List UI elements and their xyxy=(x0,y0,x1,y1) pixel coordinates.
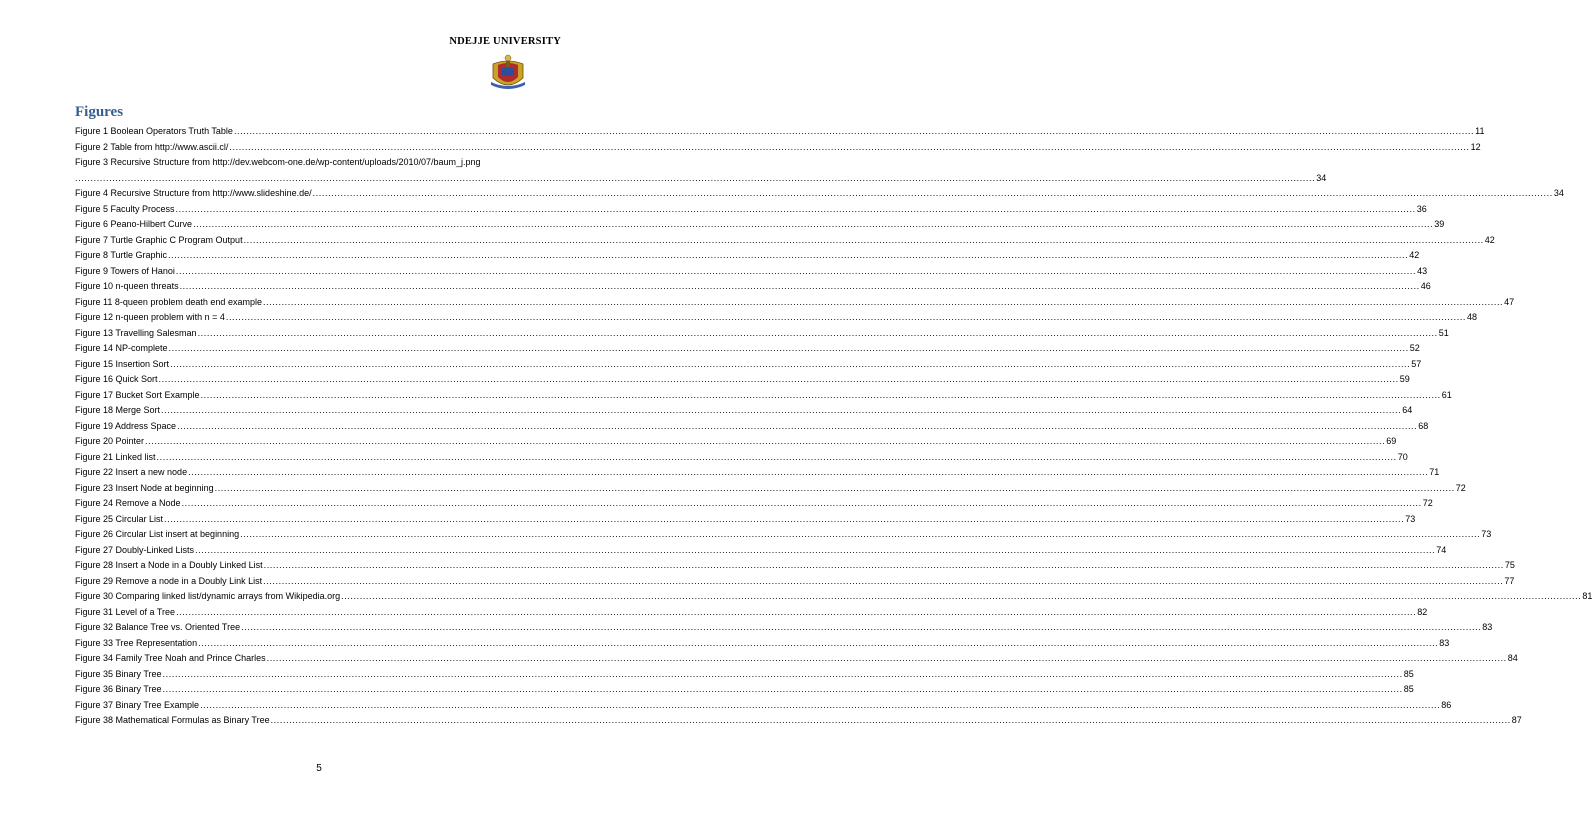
toc-entry-page: 59 xyxy=(1399,374,1410,384)
toc-entry[interactable] xyxy=(75,217,1445,233)
toc-dot-leader: ................................................................................................................................................................................................................................................................................................................................................................................................................ xyxy=(262,296,1504,307)
toc-dot-leader: ................................................................................................................................................................................................................................................................................................................................................................................................................ xyxy=(161,405,1402,415)
toc-entry-label: Figure 15 Insertion Sort xyxy=(75,358,170,369)
toc-entry-label: Figure 20 Pointer xyxy=(75,436,145,446)
toc-dot-leader: ................................................................................................................................................................................................................................................................................................................................................................................................................ xyxy=(243,234,1484,245)
toc-dot-leader: ................................................................................................................................................................................................................................................................................................................................................................................................................ xyxy=(175,265,1417,276)
toc-entry-label: Figure 5 Faculty Process xyxy=(75,203,175,214)
toc-entry-label: Figure 13 Travelling Salesman xyxy=(75,327,197,338)
toc-entry-label: Figure 6 Peano-Hilbert Curve xyxy=(75,219,193,229)
toc-entry[interactable] xyxy=(75,698,1452,714)
toc-entry[interactable] xyxy=(75,233,1495,249)
toc-entry[interactable] xyxy=(75,248,1420,264)
toc-entry-page: 72 xyxy=(1455,482,1466,493)
toc-entry-page: 36 xyxy=(1416,203,1427,214)
toc-entry-page: 82 xyxy=(1417,606,1428,617)
figures-heading: Figures xyxy=(75,104,124,120)
toc-entry[interactable] xyxy=(75,481,1466,497)
toc-dot-leader: ................................................................................................................................................................................................................................................................................................................................................................................................................ xyxy=(193,219,1434,229)
university-name: NDEJJE UNIVERSITY xyxy=(449,36,561,47)
toc-entry[interactable] xyxy=(75,124,1485,140)
toc-entry-page: 34 xyxy=(1316,172,1327,183)
toc-dot-leader: ................................................................................................................................................................................................................................................................................................................................................................................................................ xyxy=(145,436,1386,446)
toc-entry[interactable] xyxy=(75,419,1429,435)
toc-dot-leader: ................................................................................................................................................................................................................................................................................................................................................................................................................ xyxy=(266,653,1507,663)
toc-entry-label: Figure 1 Boolean Operators Truth Table xyxy=(75,126,233,136)
toc-dot-leader: ................................................................................................................................................................................................................................................................................................................................................................................................................ xyxy=(263,575,1504,586)
toc-entry-label: Figure 4 Recursive Structure from http://www.slideshine.de/ xyxy=(75,188,312,198)
toc-entry[interactable] xyxy=(75,357,1422,373)
toc-entry-label: Figure 3 Recursive Structure from http://dev.webcom-one.de/wp-content/uploads/2010/07/baum_j.png xyxy=(75,157,481,167)
toc-dot-leader: ................................................................................................................................................................................................................................................................................................................................................................................................................ xyxy=(200,699,1441,710)
toc-entry-page: 73 xyxy=(1481,529,1492,539)
toc-dot-leader: ................................................................................................................................................................................................................................................................................................................................................................................................................ xyxy=(156,451,1397,462)
toc-entry-page: 42 xyxy=(1409,250,1420,260)
toc-entry[interactable] xyxy=(75,543,1447,559)
toc-entry-page: 42 xyxy=(1484,234,1495,245)
university-crest-icon xyxy=(489,52,527,92)
toc-entry-page: 64 xyxy=(1402,405,1413,415)
toc-entry-label: Figure 12 n-queen problem with n = 4 xyxy=(75,312,225,322)
toc-entry-page: 73 xyxy=(1405,513,1416,524)
toc-entry-page: 11 xyxy=(1475,126,1485,136)
toc-entry[interactable] xyxy=(75,713,1522,729)
toc-entry[interactable] xyxy=(75,186,1564,202)
toc-entry-label: Figure 24 Remove a Node xyxy=(75,498,181,508)
toc-entry-label: Figure 38 Mathematical Formulas as Binary Tree xyxy=(75,715,270,725)
toc-entry[interactable] xyxy=(75,140,1481,156)
toc-entry-page: 61 xyxy=(1441,389,1452,400)
toc-dot-leader: ................................................................................................................................................................................................................................................................................................................................................................................................................ xyxy=(168,250,1409,260)
toc-entry-label: Figure 36 Binary Tree xyxy=(75,684,162,694)
toc-entry-page: 39 xyxy=(1434,219,1445,229)
toc-entry-page: 34 xyxy=(1553,188,1564,198)
toc-dot-leader: ................................................................................................................................................................................................................................................................................................................................................................................................................ xyxy=(181,498,1422,508)
toc-entry[interactable] xyxy=(75,310,1478,326)
toc-entry[interactable] xyxy=(75,667,1414,683)
toc-entry-label: Figure 10 n-queen threats xyxy=(75,281,179,291)
toc-entry[interactable] xyxy=(75,651,1518,667)
toc-entry-page: 83 xyxy=(1482,622,1493,632)
toc-dot-leader: ................................................................................................................................................................................................................................................................................................................................................................................................................ xyxy=(229,141,1470,152)
toc-entry[interactable] xyxy=(75,434,1397,450)
toc-dot-leader: ................................................................................................................................................................................................................................................................................................................................................................................................................ xyxy=(176,606,1417,617)
toc-entry-page: 81 xyxy=(1582,591,1592,601)
toc-dot-leader: ................................................................................................................................................................................................................................................................................................................................................................................................................ xyxy=(233,126,1475,136)
toc-entry[interactable] xyxy=(75,279,1431,295)
toc-entry-page: 75 xyxy=(1504,560,1515,570)
toc-entry-label: Figure 29 Remove a node in a Doubly Link List xyxy=(75,575,263,586)
toc-entry-label: Figure 26 Circular List insert at beginning xyxy=(75,529,240,539)
toc-entry-page: 70 xyxy=(1397,451,1408,462)
table-of-figures xyxy=(75,124,1592,729)
toc-dot-leader: ................................................................................................................................................................................................................................................................................................................................................................................................................ xyxy=(188,467,1429,477)
toc-entry-page: 68 xyxy=(1418,420,1429,431)
toc-entry-label: Figure 9 Towers of Hanoi xyxy=(75,265,175,276)
toc-entry-label: Figure 34 Family Tree Noah and Prince Charles xyxy=(75,653,266,663)
toc-entry[interactable] xyxy=(75,372,1410,388)
toc-dot-leader: ................................................................................................................................................................................................................................................................................................................................................................................................................ xyxy=(197,327,1438,338)
toc-dot-leader: ................................................................................................................................................................................................................................................................................................................................................................................................................ xyxy=(175,203,1416,214)
toc-entry[interactable] xyxy=(75,388,1452,404)
toc-entry-page: 57 xyxy=(1411,358,1422,369)
toc-dot-leader: ................................................................................................................................................................................................................................................................................................................................................................................................................ xyxy=(270,715,1511,725)
toc-entry[interactable] xyxy=(75,450,1408,466)
toc-entry-label: Figure 14 NP-complete xyxy=(75,343,168,353)
toc-entry[interactable] xyxy=(75,558,1515,574)
toc-dot-leader: ................................................................................................................................................................................................................................................................................................................................................................................................................ xyxy=(170,358,1411,369)
toc-dot-leader: ................................................................................................................................................................................................................................................................................................................................................................................................................ xyxy=(225,312,1467,322)
toc-entry-label: Figure 32 Balance Tree vs. Oriented Tree xyxy=(75,622,241,632)
toc-entry-label: Figure 2 Table from http://www.ascii.cl/ xyxy=(75,141,229,152)
toc-entry-page: 71 xyxy=(1429,467,1440,477)
toc-dot-leader: ................................................................................................................................................................................................................................................................................................................................................................................................................ xyxy=(200,389,1441,400)
toc-entry-page: 12 xyxy=(1470,141,1481,152)
toc-dot-leader: ................................................................................................................................................................................................................................................................................................................................................................................................................ xyxy=(179,281,1420,291)
toc-entry[interactable] xyxy=(75,620,1493,636)
toc-dot-leader: ................................................................................................................................................................................................................................................................................................................................................................................................................ xyxy=(158,374,1399,384)
toc-entry-label: Figure 35 Binary Tree xyxy=(75,668,162,679)
toc-entry-page: 85 xyxy=(1403,668,1414,679)
toc-entry-page: 47 xyxy=(1504,296,1515,307)
toc-entry[interactable] xyxy=(75,496,1433,512)
toc-entry-label: Figure 16 Quick Sort xyxy=(75,374,158,384)
toc-entry-page: 77 xyxy=(1504,575,1515,586)
toc-dot-leader: ................................................................................................................................................................................................................................................................................................................................................................................................................ xyxy=(312,188,1553,198)
toc-entry-page: 85 xyxy=(1403,684,1414,694)
toc-entry[interactable] xyxy=(75,527,1492,543)
toc-dot-leader: ................................................................................................................................................................................................................................................................................................................................................................................................................ xyxy=(75,172,1316,183)
toc-entry-page: 84 xyxy=(1507,653,1518,663)
toc-entry-label: Figure 11 8-queen problem death end example xyxy=(75,296,262,307)
toc-entry-label: Figure 22 Insert a new node xyxy=(75,467,188,477)
toc-entry[interactable] xyxy=(75,589,1592,605)
toc-dot-leader: ................................................................................................................................................................................................................................................................................................................................................................................................................ xyxy=(240,529,1481,539)
toc-dot-leader: ................................................................................................................................................................................................................................................................................................................................................................................................................ xyxy=(198,637,1439,648)
toc-entry-page: 69 xyxy=(1386,436,1397,446)
toc-entry-label: Figure 8 Turtle Graphic xyxy=(75,250,168,260)
toc-entry-page: 72 xyxy=(1422,498,1433,508)
toc-entry[interactable] xyxy=(75,295,1515,311)
toc-entry-label: Figure 30 Comparing linked list/dynamic arrays from Wikipedia.org xyxy=(75,591,341,601)
toc-dot-leader: ................................................................................................................................................................................................................................................................................................................................................................................................................ xyxy=(168,343,1409,353)
toc-dot-leader: ................................................................................................................................................................................................................................................................................................................................................................................................................ xyxy=(162,668,1403,679)
toc-dot-leader: ................................................................................................................................................................................................................................................................................................................................................................................................................ xyxy=(341,591,1582,601)
toc-entry-page: 43 xyxy=(1417,265,1428,276)
toc-entry-page: 46 xyxy=(1420,281,1431,291)
toc-entry[interactable] xyxy=(75,465,1440,481)
toc-entry[interactable] xyxy=(75,574,1515,590)
toc-dot-leader: ................................................................................................................................................................................................................................................................................................................................................................................................................ xyxy=(162,684,1403,694)
toc-entry[interactable] xyxy=(75,636,1450,652)
toc-dot-leader: ................................................................................................................................................................................................................................................................................................................................................................................................................ xyxy=(195,544,1436,555)
toc-dot-leader: ................................................................................................................................................................................................................................................................................................................................................................................................................ xyxy=(263,560,1504,570)
toc-entry[interactable] xyxy=(75,155,1327,186)
toc-entry-label: Figure 19 Address Space xyxy=(75,420,177,431)
toc-entry-label: Figure 31 Level of a Tree xyxy=(75,606,176,617)
toc-entry[interactable] xyxy=(75,341,1420,357)
toc-entry-label: Figure 28 Insert a Node in a Doubly Linked List xyxy=(75,560,263,570)
toc-entry-label: Figure 37 Binary Tree Example xyxy=(75,699,200,710)
toc-dot-leader: ................................................................................................................................................................................................................................................................................................................................................................................................................ xyxy=(177,420,1418,431)
toc-entry-label: Figure 33 Tree Representation xyxy=(75,637,198,648)
toc-entry[interactable] xyxy=(75,264,1428,280)
toc-entry[interactable] xyxy=(75,403,1413,419)
toc-dot-leader: ................................................................................................................................................................................................................................................................................................................................................................................................................ xyxy=(214,482,1455,493)
toc-entry-label: Figure 21 Linked list xyxy=(75,451,156,462)
toc-entry[interactable] xyxy=(75,202,1427,218)
toc-entry-page: 52 xyxy=(1409,343,1420,353)
toc-entry-page: 74 xyxy=(1436,544,1447,555)
toc-entry[interactable] xyxy=(75,682,1414,698)
toc-dot-leader: ................................................................................................................................................................................................................................................................................................................................................................................................................ xyxy=(241,622,1482,632)
toc-entry-page: 48 xyxy=(1467,312,1478,322)
toc-entry-page: 87 xyxy=(1511,715,1522,725)
toc-entry-label: Figure 23 Insert Node at beginning xyxy=(75,482,214,493)
toc-entry[interactable] xyxy=(75,326,1449,342)
toc-dot-leader: ................................................................................................................................................................................................................................................................................................................................................................................................................ xyxy=(164,513,1405,524)
toc-entry-page: 83 xyxy=(1439,637,1450,648)
toc-entry-label: Figure 17 Bucket Sort Example xyxy=(75,389,200,400)
toc-entry-label: Figure 25 Circular List xyxy=(75,513,164,524)
toc-entry-label: Figure 18 Merge Sort xyxy=(75,405,161,415)
toc-entry-page: 51 xyxy=(1438,327,1449,338)
toc-entry[interactable] xyxy=(75,512,1416,528)
toc-entry[interactable] xyxy=(75,605,1428,621)
page-number: 5 xyxy=(316,763,322,774)
toc-entry-label: Figure 7 Turtle Graphic C Program Output xyxy=(75,234,243,245)
toc-entry-page: 86 xyxy=(1441,699,1452,710)
toc-entry-label: Figure 27 Doubly-Linked Lists xyxy=(75,544,195,555)
